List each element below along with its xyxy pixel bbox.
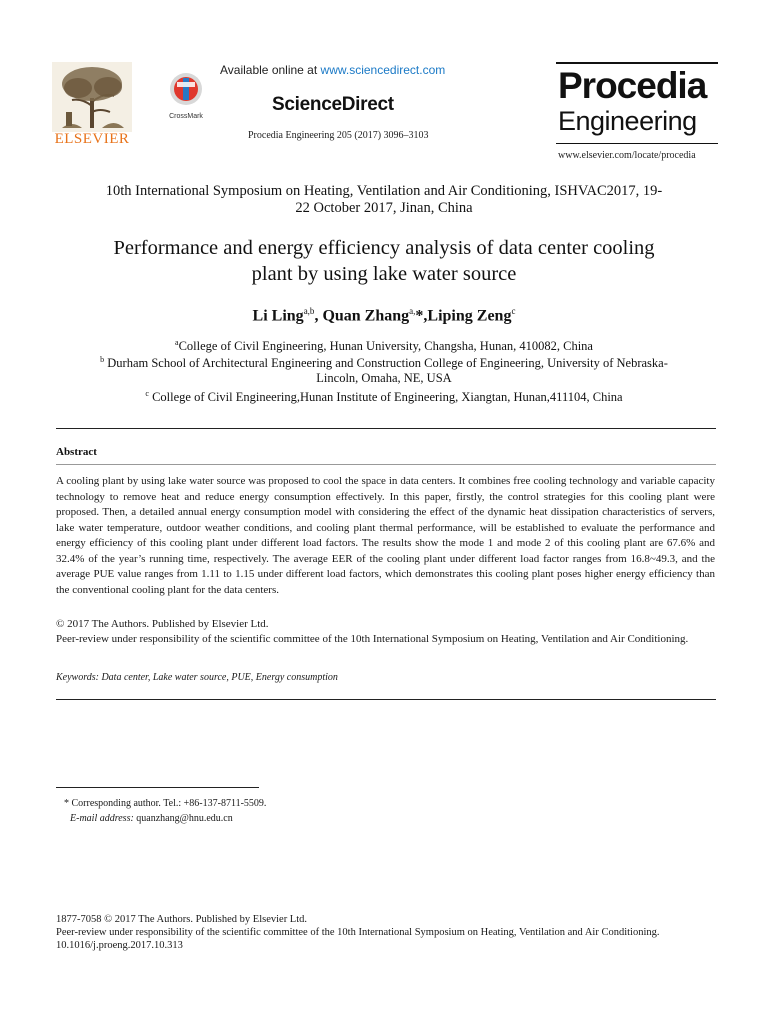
conference-line-2: 22 October 2017, Jinan, China [295,200,473,216]
peer-review-footer: Peer-review under responsibility of the scientific committee of the 10th International Symposium on Heating, Ventilation and Air Conditioning. [56,927,660,938]
journal-url-link[interactable]: www.elsevier.com/locate/procedia [558,150,696,161]
affiliation-text: College of Civil Engineering,Hunan Institute of Engineering, Xiangtan, Hunan,411104, China [148,390,623,405]
affiliation-text: Durham School of Architectural Engineering and Construction College of Engineering, University of Nebraska- [104,356,668,371]
author-affiliation-mark: a, [409,306,416,316]
bottom-publication-info [56,913,715,952]
author-separator: , [314,307,323,325]
copyright-block [56,617,715,647]
author-name: Li Ling [252,307,304,325]
author-affiliation-mark: c [511,306,516,316]
divider-top [56,428,716,429]
journal-rule-top [556,62,718,64]
affiliation-mark: a [175,338,179,347]
publisher-logo-text: ELSEVIER [54,131,130,147]
journal-citation: Procedia Engineering 205 (2017) 3096–3103 [248,130,429,141]
corresponding-author: * Corresponding author. Tel.: +86-137-8711-5509. [64,798,267,809]
issn-line: 1877-7058 © 2017 The Authors. Published by Elsevier Ltd. [56,914,308,925]
title-line-2: plant by using lake water source [251,263,517,285]
abstract-heading: Abstract [56,446,97,458]
available-online [220,63,520,77]
platform-name: ScienceDirect [272,94,394,115]
affiliation-text-continued: Lincoln, Omaha, NE, USA [316,371,452,386]
tree-icon [52,62,132,132]
conference-line-1: 10th International Symposium on Heating, Ventilation and Air Conditioning, ISHVAC2017, 19- [105,183,663,199]
affiliation-c [60,386,708,405]
author-name: Quan Zhang [322,307,410,325]
divider-abstract [56,464,716,465]
corresponding-author-footnote [64,796,664,826]
copyright-line: © 2017 The Authors. Published by Elsevier Ltd. [56,618,269,630]
journal-name-engineering: Engineering [558,106,697,136]
crossmark-icon [169,72,203,106]
author-list [40,306,728,325]
title-line-1: Performance and energy efficiency analysis of data center cooling [113,237,655,259]
sciencedirect-link[interactable]: www.sciencedirect.com [320,63,446,77]
affiliation-b [60,352,708,386]
footnote-rule [56,787,259,788]
affiliation-mark: b [100,355,105,364]
peer-review-line: Peer-review under responsibility of the scientific committee of the 10th International Symposium on Heating, Ventilation and Air Conditioning. [56,633,689,645]
journal-rule-bottom [556,143,718,144]
email-label: E-mail address: [70,813,134,824]
crossmark-badge[interactable] [164,72,208,120]
keywords: Keywords: Data center, Lake water source, PUE, Energy consumption [56,672,338,683]
divider-bottom [56,699,716,700]
email-address[interactable]: quanzhang@hnu.edu.cn [133,813,233,824]
paper-title [40,235,728,287]
doi[interactable]: 10.1016/j.proeng.2017.10.313 [56,940,183,951]
author-affiliation-mark: a,b [303,306,315,316]
crossmark-label: CrossMark [169,113,203,120]
affiliation-text: College of Civil Engineering, Hunan University, Changsha, Hunan, 410082, China [178,339,593,354]
journal-name-procedia: Procedia [558,65,707,106]
conference-info [40,183,728,217]
abstract-body: A cooling plant by using lake water source was proposed to cool the space in data centers. It combines free cooling technology and variable capacity technology to remove heat and reduce energy consumption effectively. In this paper, firstly, the control strategies for this cooling plant were proposed. Then, a detailed annual energy consumption model with considering the effect of the dynamic heat dissipation characteristics of servers, lake water temperature, outdoor weather conditions, and cooling plant thermal performance, will be established to evaluate the performance and energy efficiency of this cooling plant under different load factors. The results show the mode 1 and mode 2 of this cooling plant are 67.6% and 32.4% of the year’s running time, respectively. The average EER of the cooling plant under different load factor ranges from 16.8~49.3, and the average PUE value ranges from 1.11 to 1.15 under different load factors, which demonstrates this cooling plant poses higher energy efficiency than the conventional cooling plant for the data centers. [56,475,715,596]
author-separator: *, [415,307,428,325]
author-name: Liping Zeng [427,307,512,325]
affiliation-mark: c [145,389,149,398]
available-prefix: Available online at [220,63,321,77]
